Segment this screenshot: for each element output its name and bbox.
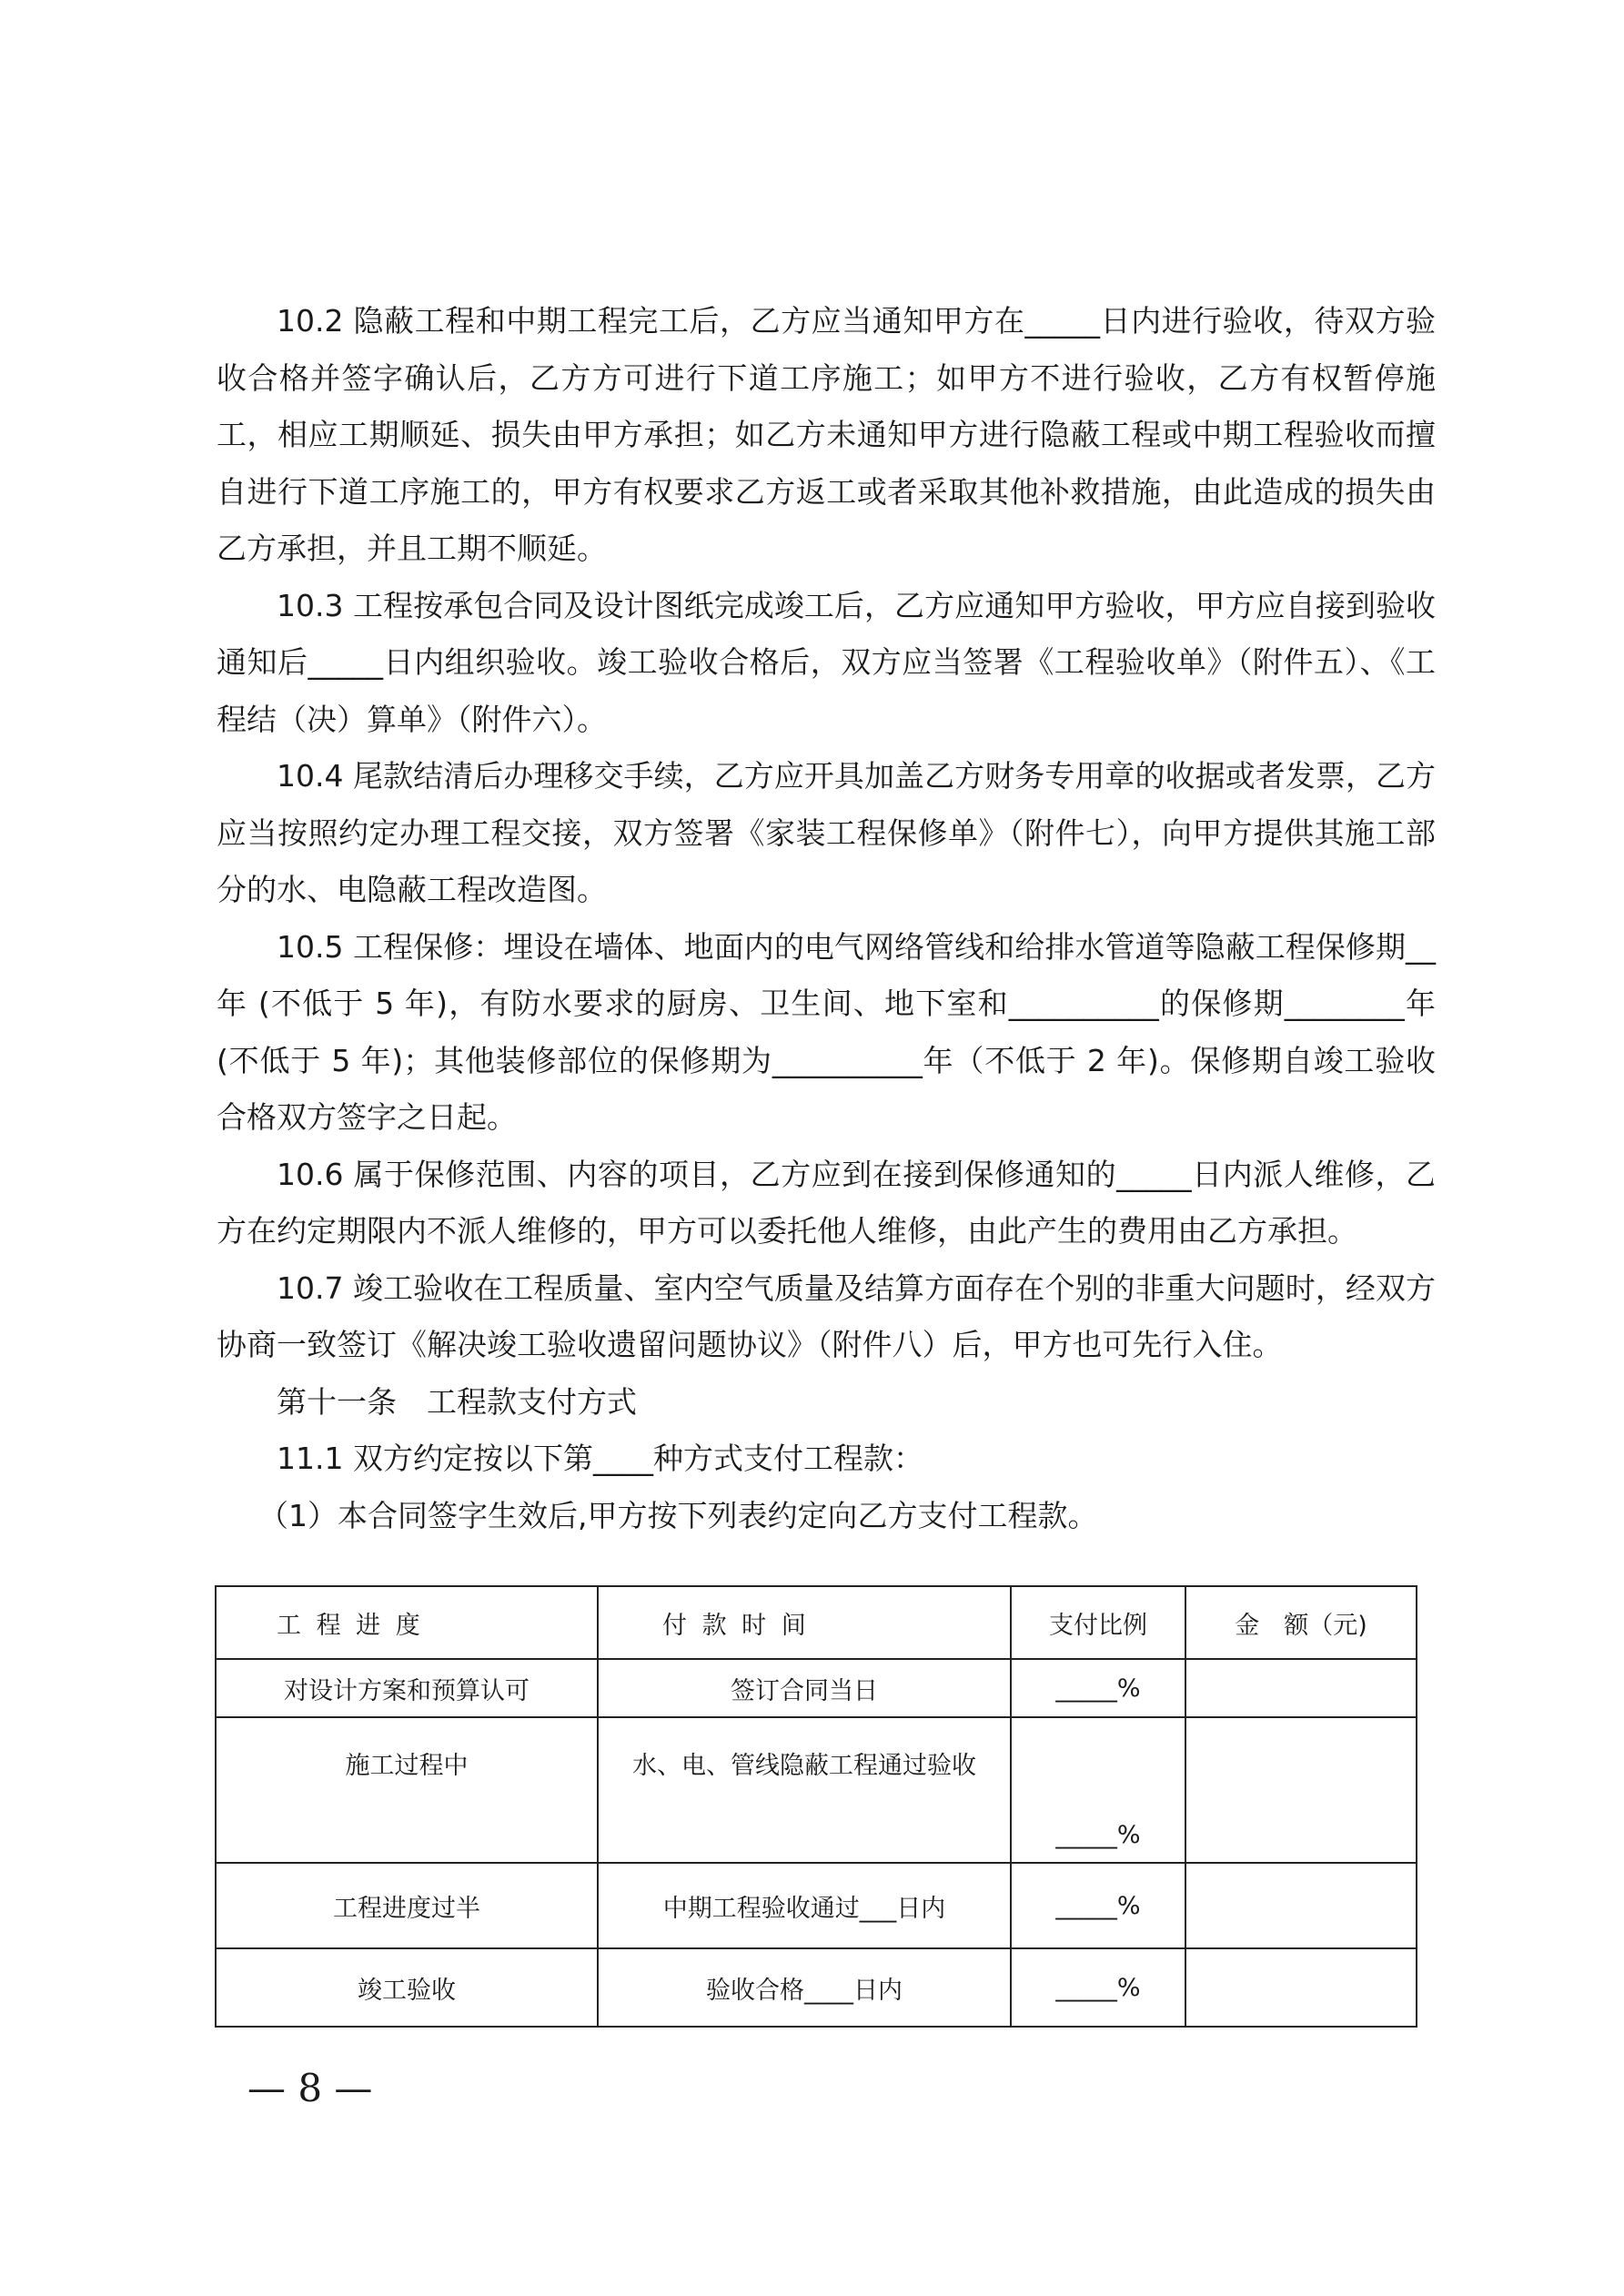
amount-cell xyxy=(1185,1659,1417,1717)
clause-10-4: 10.4 尾款结清后办理移交手续，乙方应开具加盖乙方财务专用章的收据或者发票，乙方应当按照约定办理工程交接，双方签署《家装工程保修单》（附件七），向甲方提供其施工部分的水、电隐蔽工程改造图。 xyxy=(217,758,1436,907)
progress-cell: 对设计方案和预算认可 xyxy=(216,1659,598,1717)
table-row xyxy=(216,1659,1417,1717)
ratio-cell: _____% xyxy=(1011,1659,1185,1717)
payment-time-cell: 验收合格____日内 xyxy=(598,1948,1011,2027)
progress-cell: 施工过程中 xyxy=(216,1717,598,1863)
progress-cell: 工程进度过半 xyxy=(216,1863,598,1948)
table-row xyxy=(216,1863,1417,1948)
article-11-heading: 第十一条 工程款支付方式 xyxy=(277,1383,637,1420)
ratio-cell: _____% xyxy=(1011,1717,1185,1863)
ratio-cell: _____% xyxy=(1011,1863,1185,1948)
payment-time-cell: 签订合同当日 xyxy=(598,1659,1011,1717)
header-progress: 工 程 进 度 xyxy=(216,1586,598,1659)
clause-10-7: 10.7 竣工验收在工程质量、室内空气质量及结算方面存在个别的非重大问题时，经双方协商一致签订《解决竣工验收遗留问题协议》（附件八）后，甲方也可先行入住。 xyxy=(217,1269,1436,1362)
clause-11-1: 11.1 双方约定按以下第____种方式支付工程款： xyxy=(277,1441,923,1476)
clause-10-6: 10.6 属于保修范围、内容的项目，乙方应到在接到保修通知的_____日内派人维修，乙方在约定期限内不派人维修的，甲方可以委托他人维修，由此产生的费用由乙方承担。 xyxy=(217,1156,1436,1249)
payment-option-1: （1）本合同签字生效后,甲方按下列表约定向乙方支付工程款。 xyxy=(258,1497,1098,1533)
table-header-row xyxy=(216,1586,1417,1659)
table-row xyxy=(216,1717,1417,1863)
payment-time-cell: 中期工程验收通过___日内 xyxy=(598,1863,1011,1948)
amount-cell xyxy=(1185,1863,1417,1948)
header-amount: 金 额（元) xyxy=(1185,1586,1417,1659)
table-row xyxy=(216,1948,1417,2027)
page-number: — 8 — xyxy=(247,2066,373,2110)
amount-cell xyxy=(1185,1717,1417,1863)
amount-cell xyxy=(1185,1948,1417,2027)
payment-schedule-table xyxy=(215,1585,1417,2028)
progress-cell: 竣工验收 xyxy=(216,1948,598,2027)
clause-10-5: 10.5 工程保修：埋设在墙体、地面内的电气网络管线和给排水管道等隐蔽工程保修期__年 (不低于 5 年)，有防水要求的厨房、卫生间、地下室和__________的保修期________年 (不低于 5 年)；其他装修部位的保修期为__________年（不低于 2 年)。保修期自竣工验收合格双方签字之日起。 xyxy=(217,928,1436,1135)
clause-10-2: 10.2 隐蔽工程和中期工程完工后，乙方应当通知甲方在_____日内进行验收，待双方验收合格并签字确认后，乙方方可进行下道工序施工；如甲方不进行验收，乙方有权暂停施工，相应工期顺延、损失由甲方承担；如乙方未通知甲方进行隐蔽工程或中期工程验收而擅自进行下道工序施工的，甲方有权要求乙方返工或者采取其他补救措施，由此造成的损失由乙方承担，并且工期不顺延。 xyxy=(217,303,1436,566)
ratio-cell: _____% xyxy=(1011,1948,1185,2027)
payment-time-cell: 水、电、管线隐蔽工程通过验收 xyxy=(598,1717,1011,1863)
clause-10-3: 10.3 工程按承包合同及设计图纸完成竣工后，乙方应通知甲方验收，甲方应自接到验收通知后_____日内组织验收。竣工验收合格后，双方应当签署《工程验收单》（附件五）、《工程结（决）算单》（附件六）。 xyxy=(217,587,1436,737)
header-payment-time: 付 款 时 间 xyxy=(598,1586,1011,1659)
header-ratio: 支付比例 xyxy=(1011,1586,1185,1659)
contract-body xyxy=(217,293,1436,1544)
